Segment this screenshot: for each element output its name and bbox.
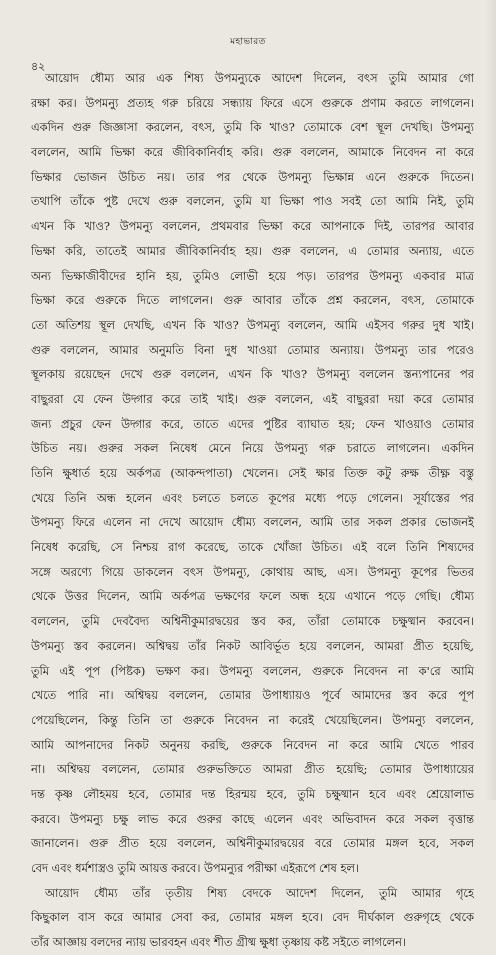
text-line: তথাপি তাঁকে পুষ্ট দেখে গুরু বললেন, তুমি যা ভিক্ষা পাও সবই তো আমি নিই, তুমি <box>31 194 474 209</box>
text-line: বললেন, তুমি দেববৈদ্য অশ্বিনীকুমারদ্বয়ের স্তব কর, তাঁরা তোমাকে চক্ষুষ্মান করবেন। <box>31 614 474 629</box>
text-line: অন্য ভিক্ষাজীবীদের হানি হয়, তুমিও লোভী হয়ে পড়। তারপর উপমন্যু একবার মাত্র <box>31 268 474 283</box>
text-line: বাছুররা যে ফেন উদ্গার করে তাই খাই। গুরু বললেন, এই বাছুররা দয়া করে তোমার <box>31 391 474 406</box>
text-line: উপমন্যু স্তব করলেন। অশ্বিদ্বয় তাঁর নিকট আবির্ভূত হয়ে বললেন, আমরা প্রীত হয়েছি, <box>31 638 474 653</box>
text-line: উপমন্যু ফিরে এলেন না দেখে আয়োদ ধৌম্য বললেন, আমি তার সকল প্রকার ভোজনই <box>31 515 474 530</box>
text-line: আয়োদ ধৌম্য আর এক শিষ্য উপমন্যুকে আদেশ দিলেন, বৎস তুমি আমার গো <box>45 71 474 85</box>
text-line: ভিক্ষার ভোজন উচিত নয়। তার পর থেকে উপমন্যু ভিক্ষান্ন এনে গুরুকে দিতেন। <box>31 169 474 184</box>
text-line: তুমি এই পূপ (পিষ্টক) ভক্ষণ কর। উপমন্যু বললেন, গুরুকে নিবেদন না ক'রে আমি <box>31 663 474 678</box>
text-line: তো অতিশয় স্থূল দেখছি, এখন কি খাও? উপমন্যু বললেন, আমি এইসব গরুর দুধ খাই। <box>31 317 474 332</box>
page-edge-shadow <box>486 0 496 800</box>
text-line: জন্য প্রচুর ফেন উদ্গার করে, তাতে এদের পুষ্টির ব্যাঘাত হয়; ফেন খাওয়াও তোমার <box>31 416 474 431</box>
text-line: কিছুকাল বাস করে আমার সেবা কর, তোমার মঙ্গল হবে। বেদ দীর্ঘকাল গুরুগৃহে থেকে <box>31 910 474 925</box>
text-line: এখন কি খাও? উপমন্যু বললেন, প্রথমবার ভিক্ষা করে আপনাকে দিই, তারপর আবার <box>31 219 474 234</box>
text-line: ভিক্ষা করি, তাতেই আমার জীবিকানির্বাহ হয়। গুরু বললেন, এ তোমার অন্যায়, এতে <box>31 243 474 258</box>
text-line: আয়োদ ধৌম্য তাঁর তৃতীয় শিষ্য বেদকে আদেশ দিলেন, তুমি আমার গৃহে <box>45 885 474 900</box>
text-line: তিনি ক্ষুধার্ত হয়ে অর্কপত্র (আকন্দপাতা) খেলেন। সেই ক্ষার তিক্ত কটু রুক্ষ তীক্ষ্ণ বস্তু <box>31 466 474 480</box>
body-text <box>31 66 474 955</box>
text-line: ভিক্ষা করে গুরুকে দিতে লাগলেন। গুরু আবার তাঁকে প্রশ্ন করলেন, বৎস, তোমাকে <box>31 293 474 308</box>
text-line: খেয়ে তিনি অন্ধ হলেন এবং চলতে চলতে কূপের মধ্যে পড়ে গেলেন। সূর্যাস্তের পর <box>31 490 474 505</box>
text-line: উচিত নয়। গুরুর সকল নিষেধ মেনে নিয়ে উপমন্যু গরু চরাতে লাগলেন। একদিন <box>31 441 474 456</box>
text-line: খেতে পারি না। অশ্বিদ্বয় বললেন, তোমার উপাধ্যায়ও পূর্বে আমাদের স্তব করে পূপ <box>31 688 474 703</box>
text-line: সঙ্গে অরণ্যে গিয়ে ডাকলেন বৎস উপমন্যু, কোথায় আছ, এস। উপমন্যু কূপের ভিতর <box>31 564 474 579</box>
text-line: দন্ত কৃষ্ণ লৌহময় হবে, তোমার দন্ত হিরন্ময় হবে, তুমি চক্ষুষ্মান হবে এবং শ্রেয়োলাভ <box>31 786 474 801</box>
text-line: তাঁর আজ্ঞায় বলদের ন্যায় ভারবহন এবং শীত গ্রীষ্ম ক্ষুধা তৃষ্ণায় কষ্ট সইতে লাগলেন। <box>31 935 406 950</box>
text-line: করবে। উপমন্যু চক্ষু লাভ করে গুরুর কাছে এলেন এবং অভিবাদন করে সকল বৃত্তান্ত <box>31 811 474 826</box>
text-line: একদিন গুরু জিজ্ঞাসা করলেন, বৎস, তুমি কি খাও? তোমাকে বেশ স্থূল দেখছি। উপমন্যু <box>31 120 474 135</box>
text-line: থেকে উত্তর দিলেন, আমি অর্কপত্র ভক্ষণের ফলে অন্ধ হয়ে এখানে পড়ে গেছি। ধৌম্য <box>31 589 474 604</box>
text-line: জানালেন। গুরু প্রীত হয়ে বললেন, অশ্বিনীকুমারদ্বয়ের বরে তোমার মঙ্গল হবে, সকল <box>31 836 474 851</box>
text-line: নিষেধ করেছি, সে নিশ্চয় রাগ করেছে, তাকে খোঁজা উচিত। এই বলে তিনি শিষ্যদের <box>31 540 474 555</box>
text-line: গুরু বললেন, আমার অনুমতি বিনা দুধ খাওয়া তোমার অন্যায়। উপমন্যু তার পরেও <box>31 342 474 357</box>
text-line: রক্ষা কর। উপমন্যু প্রত্যহ গরু চরিয়ে সন্ধ্যায় ফিরে এসে গুরুকে প্রণাম করতে লাগলেন। <box>31 95 474 110</box>
text-line: না। অশ্বিদ্বয় বললেন, তোমার গুরুভক্তিতে আমরা প্রীত হয়েছি; তোমার উপাধ্যায়ের <box>31 762 474 777</box>
text-line: স্থূলকায় রয়েছেন দেখে গুরু বললেন, এখন কি খাও? উপমন্যু বললেন স্তন্যপানের পর <box>31 367 474 382</box>
page-number: ৪২ <box>31 60 46 73</box>
running-head: মহাভারত <box>230 37 266 47</box>
text-line: বললেন, আমি ভিক্ষা করে জীবিকানির্বাহ করি। গুরু বললেন, আমাকে নিবেদন না করে <box>31 145 474 160</box>
text-line: পেয়েছিলেন, কিন্তু তিনি তা গুরুকে নিবেদন না করেই খেয়েছিলেন। উপমন্যু বললেন, <box>31 712 474 727</box>
text-line: আমি আপনাদের নিকট অনুনয় করছি, গুরুকে নিবেদন না করে আমি খেতে পারব <box>31 737 474 752</box>
text-line: বেদ এবং ধর্মশাস্ত্রও তুমি আয়ত্ত করবে। উপমন্যুর পরীক্ষা এইরূপে শেষ হল। <box>31 861 359 875</box>
